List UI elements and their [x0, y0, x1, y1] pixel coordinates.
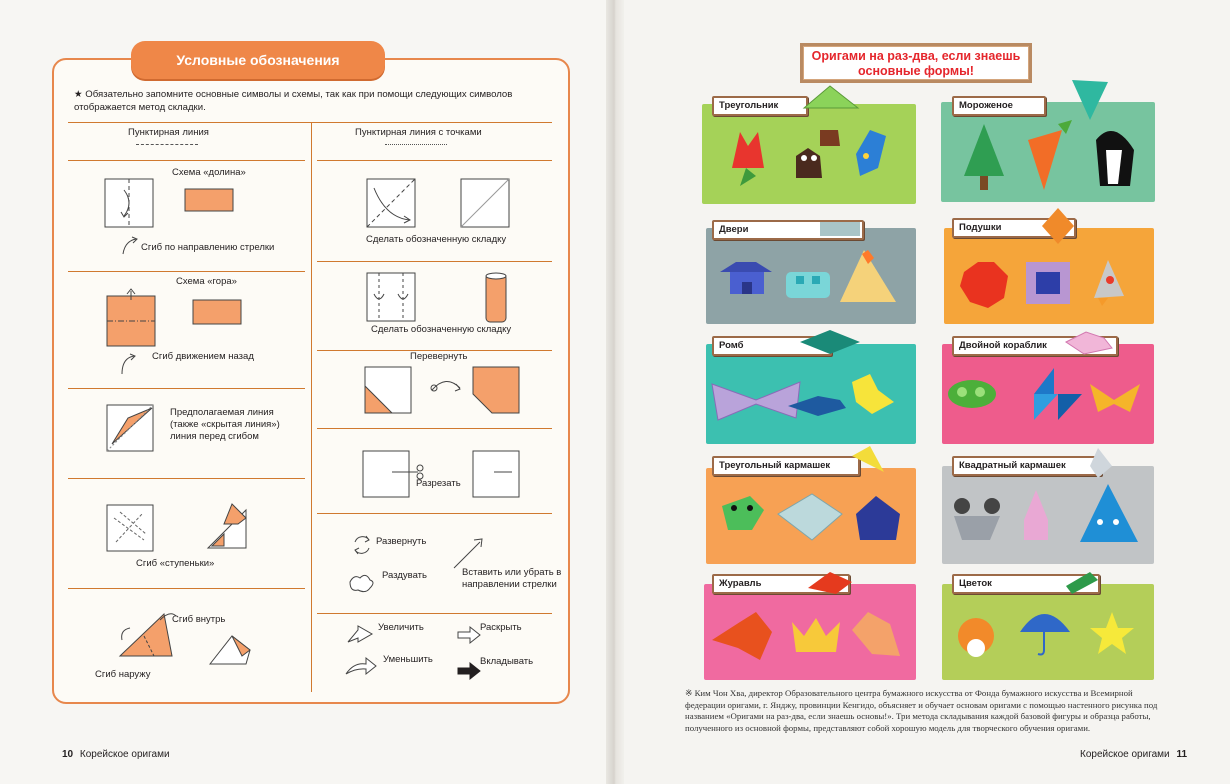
legend-intro: ★ Обязательно запомните основные символы и схемы, так как при помощи следующих символов отображается метод складки.	[74, 89, 513, 113]
label-dashed-line: Пунктирная линия	[128, 127, 209, 138]
label-fold-marked-1: Сделать обозначенную складку	[366, 234, 507, 245]
card-label: Треугольный кармашек	[712, 456, 860, 476]
right-folio	[1080, 749, 1191, 760]
label-hidden-line: Предполагаемая линия (также «скрытая линия») линия перед сгибом	[170, 407, 280, 442]
card-label: Ромб	[712, 336, 832, 356]
label-mountain: Схема «гора»	[176, 276, 237, 287]
label-unfold: Развернуть	[376, 536, 427, 547]
card-label: Треугольник	[712, 96, 808, 116]
label-turn-over: Перевернуть	[410, 351, 468, 362]
card-label: Подушки	[952, 218, 1076, 238]
label-outside-fold: Сгиб наружу	[95, 669, 151, 680]
left-page-number: 10	[62, 749, 74, 760]
card-label: Цветок	[952, 574, 1100, 594]
card-label: Мороженое	[952, 96, 1046, 116]
label-insert: Вставить или убрать в направлении стрелки	[462, 567, 562, 590]
card-label: Двери	[712, 220, 864, 240]
label-valley-caption: Сгиб по направлению стрелки	[141, 242, 275, 253]
card-label: Квадратный кармашек	[952, 456, 1102, 476]
label-mountain-caption: Сгиб движением назад	[152, 351, 254, 362]
label-open: Раскрыть	[480, 622, 522, 633]
label-enlarge: Увеличить	[378, 622, 424, 633]
label-inflate: Раздувать	[382, 570, 427, 581]
right-page-number: 11	[1176, 749, 1188, 760]
right-banner: Оригами на раз-два, если знаешь основные формы!	[800, 43, 1032, 83]
editor-note: ※ Ким Чон Хва, директор Образовательного центра бумажного искусства от Фонда бумажного искусства и Всемирной федерации оригами, г. Янджу, провинции Кенгидо, объясняет и обучает основам оригами с помощью настенного рисунка под названием «Оригами на раз-два, если знаешь основы!». Три метода складывания каждой базовой фигуры и образца работы, полученного из основной формы, представляют собой хорошую модель для творческого обучения оригами.	[685, 688, 1158, 733]
label-fold-marked-2: Сделать обозначенную складку	[371, 324, 512, 335]
card-label: Двойной кораблик	[952, 336, 1118, 356]
right-folio-text: Корейское оригами	[1080, 749, 1170, 760]
label-dash-dot-line: Пунктирная линия с точками	[355, 127, 482, 138]
label-inside-fold: Сгиб внутрь	[172, 614, 226, 625]
label-step-fold: Сгиб «ступеньки»	[136, 558, 215, 569]
legend-title: Условные обозначения	[131, 41, 385, 79]
card-label: Журавль	[712, 574, 850, 594]
label-cut: Разрезать	[416, 478, 461, 489]
left-folio-text: Корейское оригами	[79, 749, 170, 760]
label-reduce: Уменьшить	[383, 654, 433, 665]
label-tuck-in: Вкладывать	[480, 656, 534, 667]
label-valley: Схема «долина»	[172, 167, 246, 178]
